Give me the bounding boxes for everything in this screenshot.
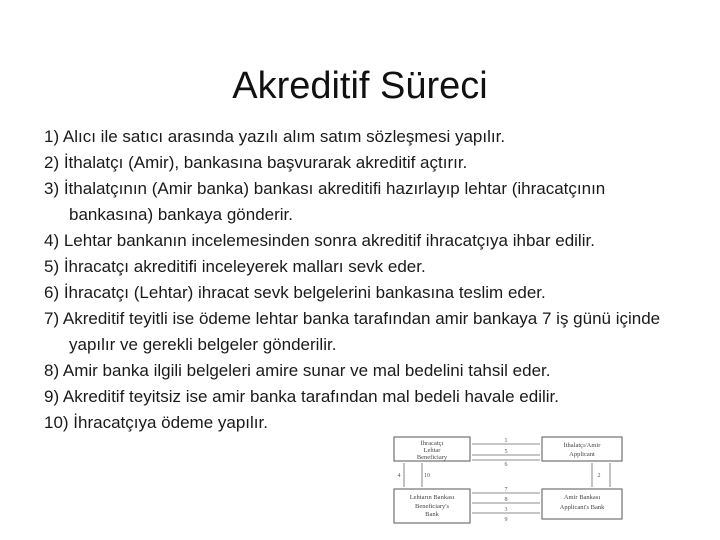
arrow-number: 6 <box>504 462 508 468</box>
letter-of-credit-flow-diagram <box>392 433 626 533</box>
step-item: 4) Lehtar bankanın incelemesinden sonra akreditif ihracatçıya ihbar edilir. <box>44 231 595 250</box>
step-item: 6) İhracatçı (Lehtar) ihracat sevk belgelerini bankasına teslim eder. <box>44 283 546 302</box>
arrow-number: 4 <box>397 473 401 479</box>
step-item: 10) İhracatçıya ödeme yapılır. <box>44 413 268 432</box>
exporter-label: İhracatçı <box>420 440 444 447</box>
step-item: 9) Akreditif teyitsiz ise amir banka tarafından mal bedeli havale edilir. <box>44 387 559 406</box>
arrow-number: 5 <box>504 449 508 455</box>
exporter-label: Beneficiary <box>416 454 448 461</box>
importer-label: Applicant <box>569 451 595 458</box>
step-item: 8) Amir banka ilgili belgeleri amire sunar ve mal bedelini tahsil eder. <box>44 361 551 380</box>
beneficiary-bank-label: Lehtarın Bankası <box>409 494 455 501</box>
arrow-number: 1 <box>504 438 508 444</box>
step-item: 3) İthalatçının (Amir banka) bankası akreditifi hazırlayıp lehtar (ihracatçının bankasına) bankaya gönderir. <box>44 179 606 224</box>
arrow-number: 7 <box>504 487 508 493</box>
arrow-number: 8 <box>504 497 508 503</box>
arrow-number: 10 <box>424 473 430 479</box>
step-item: 5) İhracatçı akreditifi inceleyerek malları sevk eder. <box>44 257 426 276</box>
arrow-number: 2 <box>597 473 601 479</box>
process-steps-list <box>44 124 684 436</box>
step-item: 1) Alıcı ile satıcı arasında yazılı alım satım sözleşmesi yapılır. <box>44 127 506 146</box>
flow-diagram-svg <box>392 433 626 533</box>
beneficiary-bank-label: Beneficiary's <box>414 503 450 510</box>
arrow-number: 3 <box>504 507 508 513</box>
importer-label: İthalatçı/Amir <box>563 442 601 449</box>
slide-title: Akreditif Süreci <box>232 65 488 108</box>
applicant-bank-label: Applicant's Bank <box>559 504 605 511</box>
applicant-bank-label: Amir Bankası <box>563 494 601 501</box>
exporter-label: Lehtar <box>423 447 441 454</box>
step-item: 7) Akreditif teyitli ise ödeme lehtar banka tarafından amir bankaya 7 iş günü içinde yapılır ve gerekli belgeler gönderilir. <box>44 309 661 354</box>
step-item: 2) İthalatçı (Amir), bankasına başvurarak akreditif açtırır. <box>44 153 468 172</box>
beneficiary-bank-label: Bank <box>425 511 439 518</box>
arrow-number: 9 <box>504 517 508 523</box>
